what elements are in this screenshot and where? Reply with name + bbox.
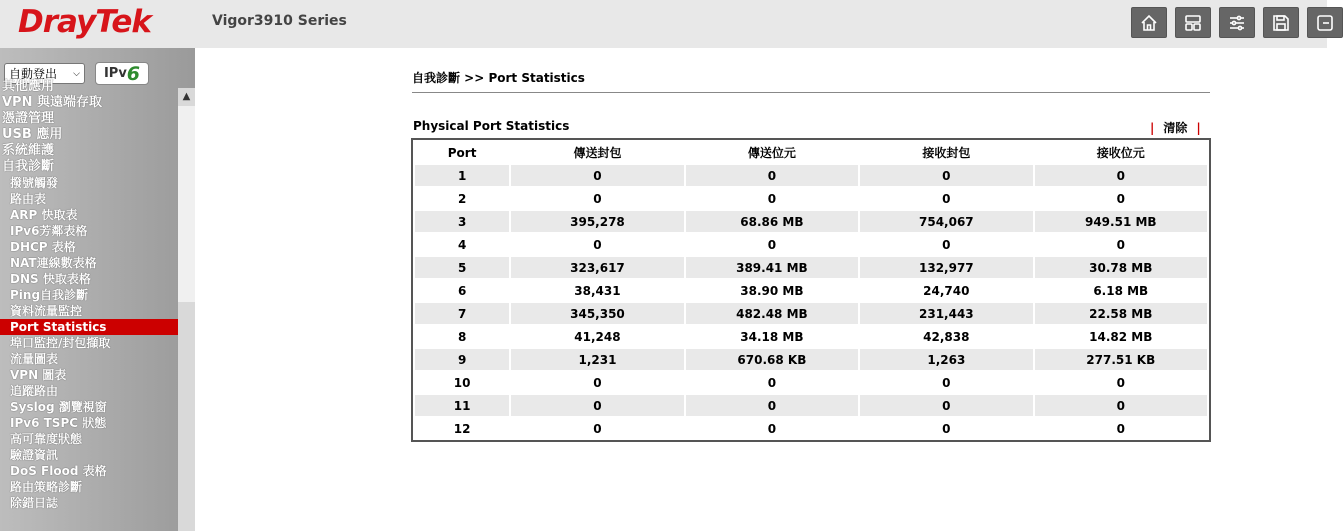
port-cell: 5 (415, 257, 509, 278)
draytek-logo[interactable]: DrayTek (18, 4, 151, 40)
menu-item-syslog[interactable]: Syslog 瀏覽視窗 (10, 400, 107, 414)
stat-cell: 42,838 (860, 326, 1032, 347)
stat-cell: 41,248 (511, 326, 683, 347)
menu-item-system-maintenance[interactable]: 系統維護 (2, 143, 55, 158)
table-row (415, 211, 1207, 232)
breadcrumb: 自我診斷 >> Port Statistics (412, 71, 585, 85)
stat-cell: 0 (1035, 188, 1207, 209)
menu-item-vpn-graph[interactable]: VPN 圖表 (10, 368, 67, 382)
home-button[interactable] (1131, 7, 1167, 38)
separator: | (1150, 121, 1155, 135)
stat-cell: 0 (1035, 372, 1207, 393)
section-title: Physical Port Statistics (413, 119, 570, 133)
stat-cell: 0 (860, 395, 1032, 416)
sidebar-scrollbar[interactable] (178, 88, 195, 531)
menu-item-traffic-graph[interactable]: 流量圖表 (10, 352, 59, 366)
column-header: 傳送封包 (573, 146, 622, 160)
stat-cell: 24,740 (860, 280, 1032, 301)
table-row (415, 234, 1207, 255)
chevron-up-icon[interactable]: ▲ (182, 91, 191, 102)
stat-cell: 1,263 (860, 349, 1032, 370)
stat-cell: 389.41 MB (686, 257, 858, 278)
menu-item-port-statistics[interactable]: Port Statistics (0, 319, 178, 335)
stat-cell: 0 (1035, 234, 1207, 255)
stat-cell: 1,231 (511, 349, 683, 370)
dashboard-icon (1183, 13, 1203, 33)
menu-item-diagnostics[interactable]: 自我診斷 (2, 159, 55, 174)
stat-cell: 0 (511, 418, 683, 439)
menu-item-routing-table[interactable]: 路由表 (10, 192, 47, 206)
dashboard-button[interactable] (1175, 7, 1211, 38)
table-row (415, 395, 1207, 416)
stat-cell: 0 (686, 372, 858, 393)
table-row (415, 326, 1207, 347)
menu-item-ipv6-tspc[interactable]: IPv6 TSPC 狀態 (10, 416, 107, 430)
settings-button[interactable] (1219, 7, 1255, 38)
separator: | (1196, 121, 1201, 135)
port-cell: 7 (415, 303, 509, 324)
scrollbar-thumb[interactable] (178, 106, 195, 302)
logout-button[interactable] (1307, 7, 1343, 38)
port-cell: 1 (415, 165, 509, 186)
auto-logout-value: 自動登出 (9, 67, 58, 81)
exit-icon (1315, 13, 1335, 33)
ipv6-badge-prefix: IPv (103, 66, 127, 81)
top-bar (0, 0, 1327, 48)
stat-cell: 0 (860, 165, 1032, 186)
table-row (415, 418, 1207, 439)
table-row (415, 165, 1207, 186)
table-header-row (415, 142, 1207, 163)
port-cell: 3 (415, 211, 509, 232)
menu-item-ipv6-neighbor[interactable]: IPv6芳鄰表格 (10, 224, 88, 238)
stat-cell: 670.68 KB (686, 349, 858, 370)
port-cell: 8 (415, 326, 509, 347)
floppy-icon (1271, 13, 1291, 33)
port-statistics-table (411, 138, 1211, 442)
menu-item-dns-cache[interactable]: DNS 快取表格 (10, 272, 91, 286)
stat-cell: 0 (686, 418, 858, 439)
stat-cell: 323,617 (511, 257, 683, 278)
stat-cell: 68.86 MB (686, 211, 858, 232)
menu-item-nat-sessions[interactable]: NAT連線數表格 (10, 256, 97, 270)
stat-cell: 0 (1035, 395, 1207, 416)
menu-item-route-policy[interactable]: 路由策略診斷 (10, 480, 83, 494)
stat-cell: 0 (686, 395, 858, 416)
column-header: Port (447, 145, 477, 160)
stat-cell: 0 (511, 188, 683, 209)
stat-cell: 30.78 MB (1035, 257, 1207, 278)
divider (412, 92, 1210, 93)
stat-cell: 395,278 (511, 211, 683, 232)
table-row (415, 188, 1207, 209)
stat-cell: 38,431 (511, 280, 683, 301)
stat-cell: 0 (860, 372, 1032, 393)
port-cell: 2 (415, 188, 509, 209)
menu-item-high-availability[interactable]: 高可靠度狀態 (10, 432, 83, 446)
stat-cell: 34.18 MB (686, 326, 858, 347)
stat-cell: 0 (511, 395, 683, 416)
menu-item-vpn[interactable]: VPN 與遠端存取 (2, 95, 102, 110)
stat-cell: 132,977 (860, 257, 1032, 278)
stat-cell: 345,350 (511, 303, 683, 324)
stat-cell: 38.90 MB (686, 280, 858, 301)
port-cell: 4 (415, 234, 509, 255)
sidebar-menu (0, 79, 178, 531)
menu-item-usb[interactable]: USB 應用 (2, 127, 63, 142)
ipv6-badge-digit: 6 (126, 62, 141, 85)
menu-item-ping[interactable]: Ping自我診斷 (10, 288, 89, 302)
chevron-down-icon: ⌵ (73, 68, 80, 79)
menu-item-applications[interactable]: 其他應用 (2, 79, 55, 94)
menu-item-dos-flood[interactable]: DoS Flood 表格 (10, 464, 107, 478)
port-cell: 12 (415, 418, 509, 439)
stat-cell: 6.18 MB (1035, 280, 1207, 301)
column-header: 接收封包 (922, 146, 971, 160)
stat-cell: 0 (511, 372, 683, 393)
port-cell: 6 (415, 280, 509, 301)
table-row (415, 303, 1207, 324)
menu-item-dial-trigger[interactable]: 撥號觸發 (10, 176, 59, 190)
sidebar (0, 48, 195, 531)
stat-cell: 0 (860, 188, 1032, 209)
home-icon (1139, 13, 1159, 33)
table-row (415, 257, 1207, 278)
stat-cell: 0 (1035, 418, 1207, 439)
stat-cell: 0 (1035, 165, 1207, 186)
sliders-icon (1227, 13, 1247, 33)
table-row (415, 280, 1207, 301)
stat-cell: 22.58 MB (1035, 303, 1207, 324)
table-row (415, 372, 1207, 393)
menu-item-dhcp-table[interactable]: DHCP 表格 (10, 240, 76, 254)
model-name: Vigor3910 Series (212, 13, 347, 29)
save-button[interactable] (1263, 7, 1299, 38)
stat-cell: 0 (860, 234, 1032, 255)
menu-item-port-mirror[interactable]: 埠口監控/封包擷取 (10, 336, 111, 350)
stat-cell: 0 (511, 234, 683, 255)
stat-cell: 231,443 (860, 303, 1032, 324)
clear-link-wrap (1150, 119, 1201, 136)
menu-item-debug-log[interactable]: 除錯日誌 (10, 496, 59, 510)
table-row (415, 349, 1207, 370)
stat-cell: 0 (686, 188, 858, 209)
menu-item-trace-route[interactable]: 追蹤路由 (10, 384, 59, 398)
port-cell: 11 (415, 395, 509, 416)
stat-cell: 482.48 MB (686, 303, 858, 324)
column-header: 傳送位元 (747, 146, 796, 160)
menu-item-certificate[interactable]: 憑證管理 (2, 111, 55, 126)
stat-cell: 949.51 MB (1035, 211, 1207, 232)
stat-cell: 754,067 (860, 211, 1032, 232)
stat-cell: 14.82 MB (1035, 326, 1207, 347)
clear-link[interactable]: 清除 (1163, 121, 1188, 135)
stat-cell: 277.51 KB (1035, 349, 1207, 370)
port-cell: 10 (415, 372, 509, 393)
stat-cell: 0 (686, 165, 858, 186)
stat-cell: 0 (686, 234, 858, 255)
menu-item-auth-info[interactable]: 驗證資訊 (10, 448, 59, 462)
port-cell: 9 (415, 349, 509, 370)
menu-item-arp-cache[interactable]: ARP 快取表 (10, 208, 78, 222)
menu-item-traffic-monitor[interactable]: 資料流量監控 (10, 304, 83, 318)
column-header: 接收位元 (1096, 146, 1145, 160)
stat-cell: 0 (511, 165, 683, 186)
stat-cell: 0 (860, 418, 1032, 439)
